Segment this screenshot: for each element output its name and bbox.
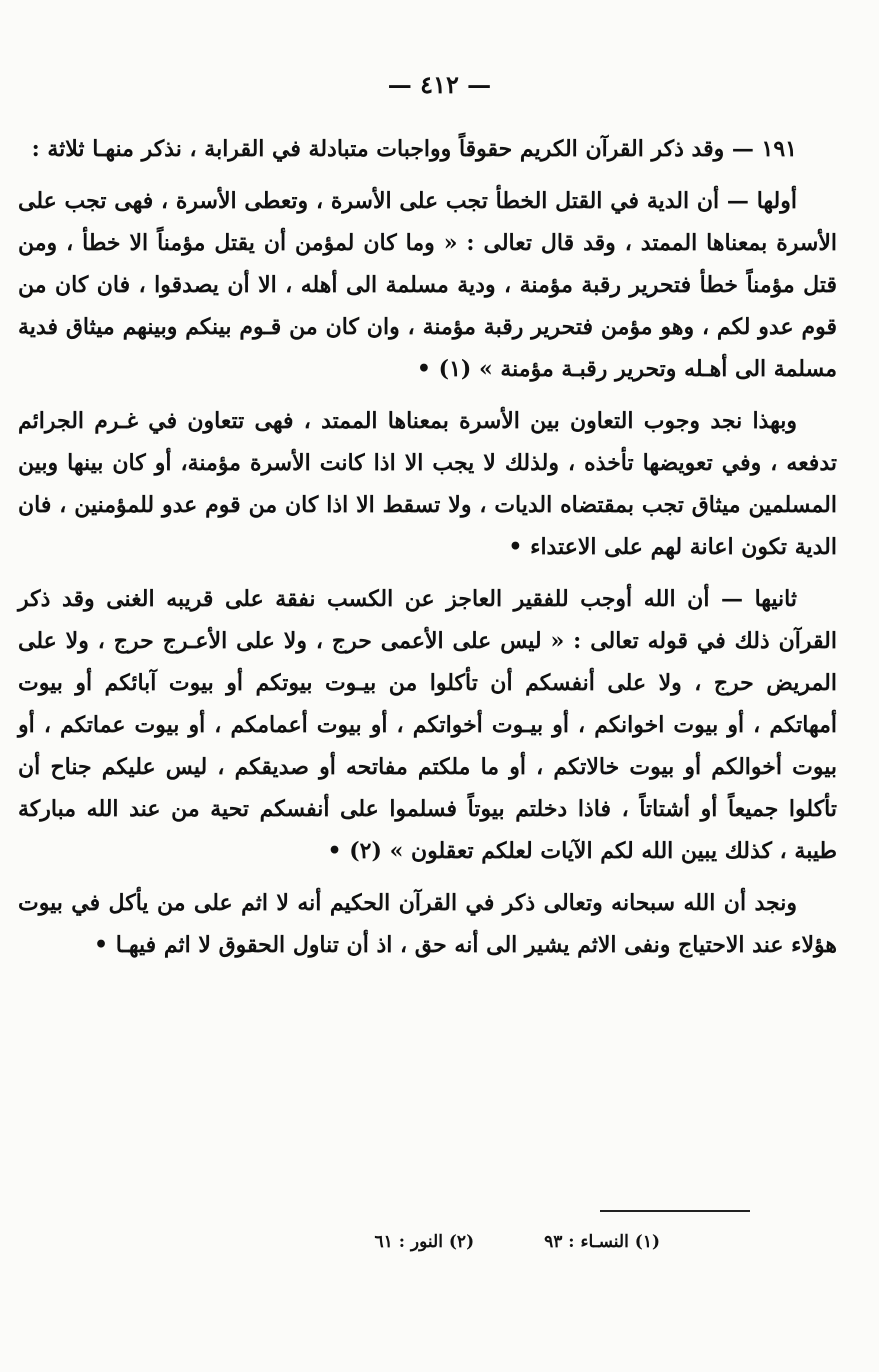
paragraph-first: أولها — أن الدية في القتل الخطأ تجب على الأسرة ، وتعطى الأسرة ، فهى تجب على الأسرة بمعناها الممتد ، وقد قال تعالى : « وما كان لمؤمن أن يقتل مؤمناً الا خطأ ، ومن قتل مؤمناً خطأ فتحرير رقبة مؤمنة ، ودية مسلمة الى أهله ، الا أن يصدقوا ، فان كان من قوم عدو لكم ، وهو مؤمن فتحرير رقبة مؤمنة ، وان كان من قـوم بينكم وبينهم ميثاق فدية مسلمة الى أهـله وتحرير رقبـة مؤمنة » (١) • xyxy=(18,188,837,382)
paragraph-cooperation: وبهذا نجد وجوب التعاون بين الأسرة بمعناها الممتد ، فهى تتعاون في غـرم الجرائم تدفعه ، وفي تعويضها تأخذه ، ولذلك لا يجب الا اذا كانت الأسرة مؤمنة، أو كان بينها وبين المسلمين ميثاق تجب بمقتضاه الديات ، ولا تسقط الا اذا كان من قوم عدو للمؤمنين ، فان الدية تكون اعانة لهم على الاعتداء • xyxy=(18,408,837,560)
footnotes xyxy=(300,1232,660,1252)
footnote-divider xyxy=(600,1210,750,1212)
paragraph-191: ١٩١ — وقد ذكر القرآن الكريم حقوقاً وواجبات متبادلة في القرابة ، نذكر منهـا ثلاثة : xyxy=(31,136,797,162)
footnote-1: (١) النسـاء : ٩٣ xyxy=(544,1232,660,1252)
paragraph-no-sin: ونجد أن الله سبحانه وتعالى ذكر في القرآن الحكيم أنه لا اثم على من يأكل في بيوت هؤلاء عند الاحتياج ونفى الاثم يشير الى أنه حق ، اذ أن تناول الحقوق لا اثم فيهـا • xyxy=(18,890,837,958)
paragraph-second: ثانيها — أن الله أوجب للفقير العاجز عن الكسب نفقة على قريبه الغنى وقد ذكر القرآن ذلك في قوله تعالى : « ليس على الأعمى حرج ، ولا على الأعـرج حرج ، ولا على المريض حرج ، ولا على أنفسكم أن تأكلوا من بيـوت بيوتكم أو بيوت آبائكم أو بيوت أمهاتكم ، أو بيوت اخوانكم ، أو بيـوت أخواتكم ، أو بيوت أعمامكم ، أو بيوت عماتكم ، أو بيوت أخوالكم أو بيوت خالاتكم ، أو ما ملكتم مفاتحه أو صديقكم ، ليس عليكم جناح أن تأكلوا جميعاً أو أشتاتاً ، فاذا دخلتم بيوتاً فسلموا على أنفسكم تحية من عند الله مباركة طيبة ، كذلك يبين الله لكم الآيات لعلكم تعقلون » (٢) • xyxy=(18,586,837,864)
page-number: — ٤١٢ — xyxy=(387,70,492,99)
body-text xyxy=(18,128,837,976)
footnote-2: (٢) النور : ٦١ xyxy=(374,1232,475,1252)
